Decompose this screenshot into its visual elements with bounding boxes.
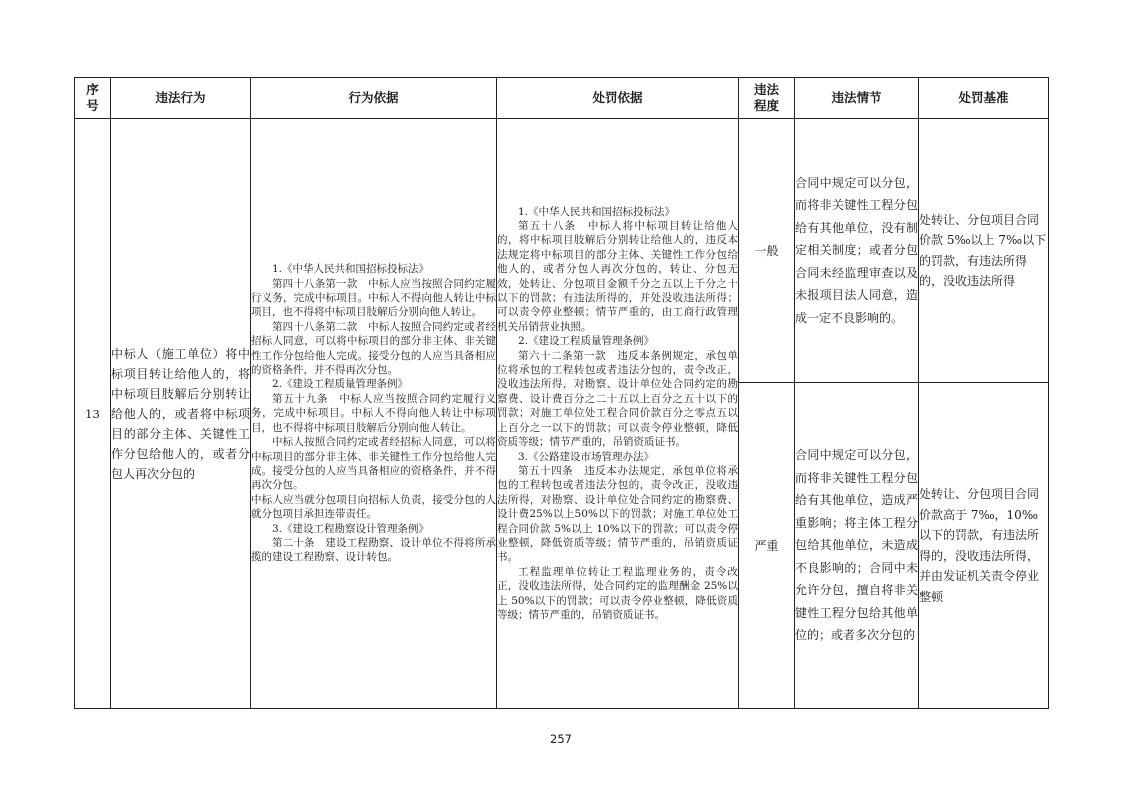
basis-paragraph: 第四十八条第一款 中标人应当按照合同约定履行义务，完成中标项目。中标人不得向他人转让中标项目，也不得将中标项目肢解后分别向他人转让。 [251,277,496,319]
penalty-paragraph: 第五十八条 中标人将中标项目转让给他人的，将中标项目肢解后分别转让给他人的，违反本法规定将中标项目的部分主体、关键性工作分包给他人的，或者分包人再次分包的，转让、分包无效，处转让、分包项目金额千分之五以上千分之十以下的罚款；有违法所得的，并处没收违法所得；可以责令停业整顿；情节严重的，由工商行政管理机关吊销营业执照。 [497,220,738,333]
basis-paragraph: 第五十九条 中标人应当按照合同约定履行义务，完成中标项目。中标人不得向他人转让中标项目，也不得将中标项目肢解后分别向他人转让。 [251,392,496,434]
penalty-paragraph: 1.《中华人民共和国招标投标法》 [518,205,676,218]
header-degree-label: 违法程度 [753,82,779,113]
penalty-paragraph: 第五十四条 违反本办法规定，承包单位将承包的工程转包或者违法分包的，责令改正，没收违法所得，对勘察、设计单位处合同约定的勘察费、设计费25%以上50%以下的罚款；对施工单位处工程合同价款 5%以上 10%以下的罚款；可以责令停业整顿，降低资质等级；情节严重的，吊销资质证书。 [497,464,738,564]
header-behavior: 违法行为 [111,78,251,119]
basis-paragraph: 第四十八条第二款 中标人按照合同约定或者经招标人同意，可以将中标项目的部分非主体、非关键性工作分包给他人完成。接受分包的人应当具备相应的资格条件，并不得再次分包。 [251,320,496,377]
header-circumstance: 违法情节 [795,78,919,119]
basis-paragraph: 中标人应当就分包项目向招标人负责，接受分包的人就分包项目承担连带责任。 [251,493,496,521]
header-seq-label: 序号 [86,82,99,113]
header-basis: 行为依据 [251,78,497,119]
degree-general: 一般 [739,119,795,383]
circumstance-serious: 合同中规定可以分包，而将非关键性工程分包给有其他单位，造成严重影响；将主体工程分包给其他单位，未造成不良影响的；合同中未允许分包，擅自将非关键性工程分包给其他单位的；或者多次分包的 [795,383,919,709]
basis-paragraph: 中标人按照合同约定或者经招标人同意，可以将中标项目的部分非主体、非关键性工作分包给他人完成。接受分包的人应当具备相应的资格条件，并不得再次分包。 [251,436,496,492]
basis-paragraph: 3.《建设工程勘察设计管理条例》 [272,522,430,535]
penalty-standard-table [74,77,1049,709]
row-seq: 13 [75,119,111,709]
header-row [75,78,1049,119]
row-penalty-basis [497,119,739,709]
header-seq [75,78,111,119]
basis-paragraph: 第二十条 建设工程勘察、设计单位不得将所承揽的建设工程勘察、设计转包。 [251,536,496,564]
penalty-paragraph: 2.《建设工程质量管理条例》 [518,335,655,348]
basis-paragraph: 2.《建设工程质量管理条例》 [272,378,409,391]
penalty-paragraph: 第六十二条第一款 违反本条例规定，承包单位将承包的工程转包或者违法分包的，责令改正，没收违法所得，对勘察、设计单位处合同约定的勘察费、设计费百分之二十五以上百分之五十以下的罚款；对施工单位处工程合同价款百分之零点五以上百分之一以下的罚款；可以责令停业整顿，降低资质等级；情节严重的，吊销资质证书。 [497,349,738,449]
row-basis [251,119,497,709]
table-row [75,119,1049,383]
page-number: 257 [550,732,572,746]
basis-paragraph: 1.《中华人民共和国招标投标法》 [272,263,430,276]
standard-general: 处转让、分包项目合同价款 5‰以上 7‰以下的罚款，有违法所得的，没收违法所得 [919,119,1049,383]
penalty-paragraph: 3.《公路建设市场管理办法》 [518,450,655,463]
header-degree [739,78,795,119]
row-behavior: 中标人（施工单位）将中标项目转让给他人的，将中标项目肢解后分别转让给他人的，或者将中标项目的部分主体、关键性工作分包给他人的，或者分包人再次分包的 [111,119,251,709]
degree-serious: 严重 [739,383,795,709]
header-penalty-basis: 处罚依据 [497,78,739,119]
header-standard: 处罚基准 [919,78,1049,119]
circumstance-general: 合同中规定可以分包，而将非关键性工程分包给有其他单位，没有制定相关制度；或者分包合同未经监理审查以及未报项目法人同意，造成一定不良影响的。 [795,119,919,383]
penalty-paragraph: 工程监理单位转让工程监理业务的，责令改正，没收违法所得，处合同约定的监理酬金 25%以上 50%以下的罚款；可以责令停业整顿，降低资质等级；情节严重的，吊销资质证书。 [497,565,738,621]
standard-serious: 处转让、分包项目合同价款高于 7‰，10‰以下的罚款，有违法所得的，没收违法所得，并由发证机关责令停业整顿 [919,383,1049,709]
